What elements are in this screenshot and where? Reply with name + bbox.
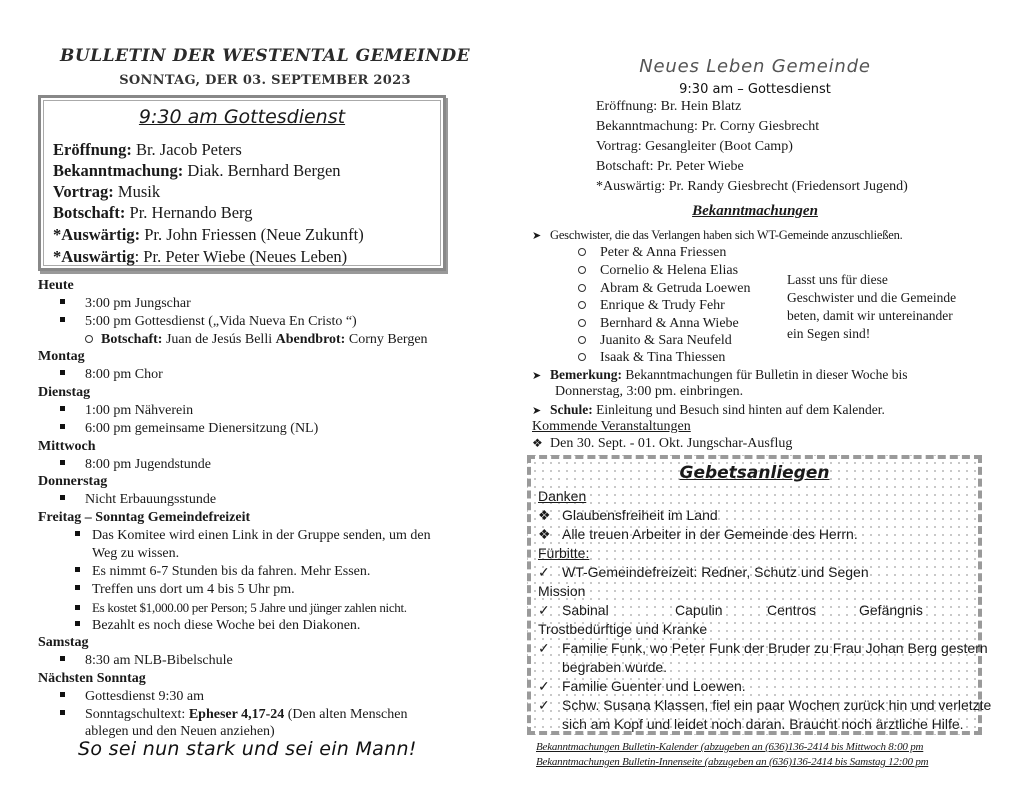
square-bullet-icon (60, 299, 65, 304)
name-text: Juanito & Sara Neufeld (600, 333, 732, 348)
neues-leben-time: 9:30 am – Gottesdienst (679, 82, 831, 97)
schedule-item (75, 599, 407, 616)
schedule-item (60, 491, 216, 508)
prayer-item (538, 525, 858, 544)
schedule-item-text: 8:00 pm Jugendstunde (85, 457, 211, 472)
day-heading-heute: Heute (38, 278, 74, 293)
circle-bullet-icon (578, 353, 586, 361)
service-value: Pr. Hernando Berg (125, 203, 253, 222)
service-label: *Auswärtig: (53, 225, 141, 244)
sub-label: Abendbrot: (275, 332, 346, 347)
prayer-item-text: Schw. Susana Klassen, fiel ein paar Wochen zurück hin und verletzte (562, 697, 992, 713)
schedule-item (75, 527, 431, 544)
upcoming-events-title: Kommende Veranstaltungen (532, 419, 691, 434)
prayer-item-mission (538, 601, 609, 620)
diamond-bullet-icon: ❖ (538, 507, 551, 523)
name-item (578, 349, 725, 366)
circle-bullet-icon (578, 266, 586, 274)
schedule-item-text: 8:00 pm Chor (85, 367, 163, 382)
prayer-item-text: Alle treuen Arbeiter in der Gemeinde des Herrn. (562, 526, 858, 542)
service-label: Botschaft: (53, 203, 126, 222)
prayer-category-trost: Trostbedürftige und Kranke (538, 621, 708, 637)
schedule-item (60, 402, 193, 419)
prayer-category-fuerbitte: Fürbitte: (538, 545, 590, 561)
nl-line: Vortrag: Gesangleiter (Boot Camp) (596, 139, 793, 154)
day-heading-montag: Montag (38, 349, 85, 364)
schedule-subitem (85, 331, 428, 348)
schedule-item-text: 1:00 pm Nähverein (85, 403, 194, 418)
schedule-item (60, 706, 407, 723)
schedule-item-text: Treffen uns dort um 4 bis 5 Uhr pm. (92, 582, 295, 597)
announcement-label: Schule: (550, 402, 593, 417)
prayer-item-text: Familie Guenter und Loewen. (562, 678, 746, 694)
service-title: 9:30 am Gottesdienst (138, 106, 346, 128)
nl-line: Botschaft: Pr. Peter Wiebe (596, 159, 744, 174)
service-value: Pr. John Friessen (Neue Zukunft) (140, 225, 364, 244)
announcements-title: Bekanntmachungen (692, 203, 818, 219)
checkmark-icon: ✓ (538, 602, 550, 618)
name-item (578, 244, 726, 261)
name-text: Peter & Anna Friessen (600, 245, 727, 260)
announcement-continuation: Donnerstag, 3:00 pm. einbringen. (555, 384, 744, 399)
circle-bullet-icon (578, 248, 586, 256)
square-bullet-icon (60, 406, 65, 411)
service-label: *Auswärtig (53, 247, 135, 266)
square-bullet-icon (60, 460, 65, 465)
prayer-item (538, 506, 718, 525)
bulletin-title: BULLETIN DER WESTENTAL GEMEINDE (59, 46, 471, 66)
day-heading-samstag: Samstag (38, 635, 89, 650)
name-text: Isaak & Tina Thiessen (600, 350, 726, 365)
schedule-item (60, 420, 318, 437)
circle-bullet-icon (578, 319, 586, 327)
schedule-item-text: (Den alten Menschen (284, 707, 408, 722)
prayer-category-danken: Danken (538, 488, 587, 504)
square-bullet-icon (75, 531, 80, 536)
schedule-item-text: 6:00 pm gemeinsame Dienersitzung (NL) (85, 421, 319, 436)
name-text: Enrique & Trudy Fehr (600, 298, 725, 313)
service-value: Musik (113, 182, 161, 201)
schedule-item-text: 5:00 pm Gottesdienst („Vida Nueva En Cristo “) (85, 314, 357, 329)
name-item (578, 315, 739, 332)
mission-place: Gefängnis (859, 602, 923, 618)
neues-leben-title: Neues Leben Gemeinde (639, 56, 871, 77)
prayer-item (538, 677, 746, 696)
arrow-bullet-icon: ➤ (532, 405, 542, 417)
square-bullet-icon (60, 710, 65, 715)
arrow-bullet-icon: ➤ (532, 230, 542, 242)
prayer-note: Geschwister und die Gemeinde (787, 290, 957, 305)
service-label: Bekanntmachung: (53, 161, 184, 180)
checkmark-icon: ✓ (538, 678, 550, 694)
announcement-text: Einleitung und Besuch sind hinten auf dem Kalender. (592, 402, 885, 417)
service-value: Br. Jacob Peters (131, 140, 242, 159)
prayer-item (538, 563, 869, 582)
nl-line: Eröffnung: Br. Hein Blatz (596, 99, 742, 114)
day-heading-freitag: Freitag – Sonntag Gemeindefreizeit (38, 510, 251, 525)
square-bullet-icon (75, 621, 80, 626)
square-bullet-icon (75, 567, 80, 572)
checkmark-icon: ✓ (538, 564, 550, 580)
announcement-item (532, 227, 903, 245)
prayer-note: ein Segen sind! (787, 326, 871, 341)
announcement-text: Bekanntmachungen für Bulletin in dieser Woche bis (622, 367, 908, 382)
schedule-item-continuation: Weg zu wissen. (92, 546, 180, 561)
footer-note: Bekanntmachungen Bulletin-Innenseite (abzugeben an (636)136-2414 bis Samstag 12:00 pm (536, 756, 929, 768)
prayer-item (538, 696, 991, 715)
name-text: Cornelio & Helena Elias (600, 263, 739, 278)
checkmark-icon: ✓ (538, 697, 550, 713)
service-line-vortrag (53, 182, 160, 202)
sub-value: Corny Bergen (345, 332, 428, 347)
square-bullet-icon (60, 692, 65, 697)
circle-bullet-icon (578, 301, 586, 309)
footer-note: Bekanntmachungen Bulletin-Kalender (abzugeben an (636)136-2414 bis Mittwoch 8:00 pm (536, 741, 924, 753)
prayer-item-continuation: sich am Kopf und leidet noch daran. Braucht noch ärztliche Hilfe. (562, 716, 964, 732)
schedule-item-text: Es nimmt 6-7 Stunden bis da fahren. Mehr Essen. (92, 564, 371, 579)
sub-label: Botschaft: (101, 332, 163, 347)
name-item (578, 297, 725, 314)
circle-bullet-icon (85, 335, 93, 343)
schedule-item-text: 3:00 pm Jungschar (85, 296, 191, 311)
schedule-item (60, 313, 357, 330)
schedule-item-text: 8:30 am NLB-Bibelschule (85, 653, 233, 668)
upcoming-event-text: Den 30. Sept. - 01. Okt. Jungschar-Ausflug (550, 436, 793, 451)
day-heading-naechsten-sonntag: Nächsten Sonntag (38, 671, 146, 686)
prayer-note: Lasst uns für diese (787, 272, 888, 287)
schedule-item-text: Gottesdienst 9:30 am (85, 689, 204, 704)
square-bullet-icon (60, 656, 65, 661)
service-label: Vortrag: (53, 182, 114, 201)
day-heading-donnerstag: Donnerstag (38, 474, 108, 489)
schedule-item (75, 581, 295, 598)
prayer-item (538, 639, 988, 658)
service-line-auswaertig-1 (53, 225, 364, 245)
schedule-item (60, 366, 163, 383)
service-line-botschaft (53, 203, 253, 223)
arrow-bullet-icon: ➤ (532, 370, 542, 382)
sub-value: Juan de Jesús Belli (162, 332, 276, 347)
nl-line: Bekanntmachung: Pr. Corny Giesbrecht (596, 119, 820, 134)
mission-place: Sabinal (562, 602, 609, 618)
schedule-item (60, 295, 191, 312)
prayer-item-continuation: begraben wurde. (562, 659, 668, 675)
schedule-item-continuation: ablegen und den Neuen anziehen) (85, 724, 275, 739)
service-line-bekanntmachung (53, 161, 341, 181)
schedule-item (75, 617, 360, 634)
name-text: Abram & Getruda Loewen (600, 281, 751, 296)
schedule-item-text: Sonntagschultext: (85, 707, 189, 722)
diamond-bullet-icon: ❖ (532, 436, 543, 450)
schedule-item (60, 456, 211, 473)
schedule-item (60, 652, 233, 669)
mission-place: Capulin (675, 602, 723, 618)
schedule-item (75, 563, 370, 580)
square-bullet-icon (60, 424, 65, 429)
checkmark-icon: ✓ (538, 640, 550, 656)
schedule-item-text: Bezahlt es noch diese Woche bei den Diakonen. (92, 618, 361, 633)
bible-reference: Epheser 4,17-24 (188, 707, 285, 722)
schedule-item-text: Nicht Erbauungsstunde (85, 492, 217, 507)
upcoming-event-item (532, 435, 792, 452)
announcement-label: Bemerkung: (550, 367, 622, 382)
service-value: : Pr. Peter Wiebe (Neues Leben) (134, 247, 348, 266)
prayer-item-text: WT-Gemeindefreizeit: Redner, Schutz und Segen (562, 564, 869, 580)
name-item (578, 280, 750, 297)
day-heading-mittwoch: Mittwoch (38, 439, 96, 454)
service-line-eroeffnung (53, 140, 242, 160)
announcement-text: Geschwister, die das Verlangen haben sich WT-Gemeinde anzuschließen. (550, 228, 903, 242)
schedule-item-text: Das Komitee wird einen Link in der Gruppe senden, um den (92, 528, 431, 543)
prayer-item-text: Glaubensfreiheit im Land (562, 507, 718, 523)
service-box (38, 95, 446, 271)
service-line-auswaertig-2 (53, 247, 347, 267)
day-heading-dienstag: Dienstag (38, 385, 91, 400)
circle-bullet-icon (578, 336, 586, 344)
bulletin-date: SONNTAG, DER 03. SEPTEMBER 2023 (119, 73, 411, 88)
diamond-bullet-icon: ❖ (538, 526, 551, 542)
motto: So sei nun stark und sei ein Mann! (78, 738, 417, 760)
name-item (578, 332, 732, 349)
name-item (578, 262, 738, 279)
service-label: Eröffnung: (53, 140, 132, 159)
square-bullet-icon (60, 317, 65, 322)
square-bullet-icon (60, 495, 65, 500)
name-text: Bernhard & Anna Wiebe (600, 316, 739, 331)
square-bullet-icon (60, 370, 65, 375)
square-bullet-icon (75, 585, 80, 590)
prayer-title: Gebetsanliegen (679, 463, 830, 483)
schedule-item (60, 688, 204, 705)
mission-place: Centros (767, 602, 817, 618)
nl-line: *Auswärtig: Pr. Randy Giesbrecht (Friedensort Jugend) (596, 179, 908, 194)
prayer-note: beten, damit wir untereinander (787, 308, 953, 323)
prayer-category-mission: Mission (538, 583, 586, 599)
square-bullet-icon (75, 605, 80, 610)
circle-bullet-icon (578, 284, 586, 292)
schedule-item-text: Es kostet $1,000.00 per Person; 5 Jahre und jünger zahlen nicht. (92, 600, 407, 615)
prayer-item-text: Familie Funk, wo Peter Funk der Bruder zu Frau Johan Berg gestern (562, 640, 988, 656)
service-value: Diak. Bernhard Bergen (183, 161, 341, 180)
